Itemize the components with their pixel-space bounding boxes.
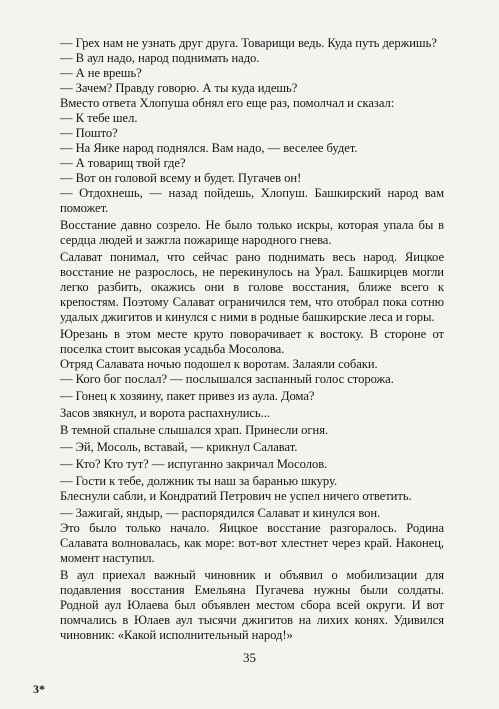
dialogue-line: — Грех нам не узнать друг друга. Товарищи ведь. Куда путь держишь? bbox=[60, 36, 437, 50]
dialogue-line: — Зачем? Правду говорю. А ты куда идешь? bbox=[60, 81, 298, 95]
narrative-paragraph: Восстание давно созрело. Не было только искры, которая упала бы в сердца людей и зажгла пожарище народного гнева. bbox=[60, 218, 444, 247]
dialogue-line: — Вот он головой всему и будет. Пугачев он! bbox=[60, 171, 302, 185]
dialogue-line: — Зажигай, яндыр, — распорядился Салават и кинулся вон. bbox=[60, 506, 381, 520]
page-number: 35 bbox=[243, 650, 256, 665]
dialogue-line: — Кто? Кто тут? — испуганно закричал Мосолов. bbox=[60, 457, 328, 471]
dialogue-line: — Кого бог послал? — послышался заспанный голос сторожа. bbox=[60, 372, 394, 386]
narrative-paragraph: Юрезань в этом месте круто поворачивает к востоку. В стороне от поселка стоит высокая усадьба Мосолова. bbox=[60, 327, 444, 356]
dialogue-line: — В аул надо, народ поднимать надо. bbox=[60, 51, 260, 65]
dialogue-line: — Пошто? bbox=[60, 126, 118, 140]
dialogue-line: — На Яике народ поднялся. Вам надо, — веселее будет. bbox=[60, 141, 358, 155]
dialogue-line: — Гости к тебе, должник ты наш за баранью шкуру. bbox=[60, 474, 338, 488]
narrative-paragraph: Отряд Салавата ночью подошел к воротам. Залаяли собаки. bbox=[60, 357, 378, 371]
narrative-paragraph: В темной спальне слышался храп. Принесли огня. bbox=[60, 423, 329, 437]
dialogue-line: — А товарищ твой где? bbox=[60, 156, 186, 170]
dialogue-line: — К тебе шел. bbox=[60, 111, 138, 125]
narrative-paragraph: Вместо ответа Хлопуша обнял его еще раз, помолчал и сказал: bbox=[60, 96, 395, 110]
narrative-paragraph: Засов звякнул, и ворота распахнулись... bbox=[60, 406, 270, 420]
dialogue-line: — Эй, Мосоль, вставай, — крикнул Салават. bbox=[60, 440, 298, 454]
dialogue-line: — Гонец к хозяину, пакет привез из аула. Дома? bbox=[60, 389, 315, 403]
narrative-paragraph: Блеснули сабли, и Кондратий Петрович не успел ничего ответить. bbox=[60, 489, 412, 503]
page-body bbox=[60, 36, 444, 643]
signature-mark: 3* bbox=[33, 682, 45, 696]
narrative-paragraph: Это было только начало. Яицкое восстание разгоралось. Родина Салавата волновалась, как море: вот-вот хлестнет через край. Наконец, момент наступил. bbox=[60, 521, 444, 565]
narrative-paragraph: Салават понимал, что сейчас рано поднимать весь народ. Яицкое восстание не разрослось, не перекинулось на Урал. Башкирцев могли легко разбить, окажись они в голове восстания, ближе всего к крепостям. Поэтому Салават ограничился тем, что отобрал пока сотню удалых джигитов и кинулся с ними в родные башкирские леса и горы. bbox=[60, 250, 444, 324]
dialogue-line: — Отдохнешь, — назад пойдешь, Хлопуш. Башкирский народ вам поможет. bbox=[60, 186, 444, 215]
narrative-paragraph: В аул приехал важный чиновник и объявил о мобилизации для подавления восстания Емельяна Пугачева нужны были солдаты. Родной аул Юлаева был объявлен местом сбора всей округи. И вот помчались в Юлаев аул тысячи джигитов на лихих конях. Удивился чиновник: «Какой исполнительный народ!» bbox=[60, 568, 444, 642]
dialogue-line: — А не врешь? bbox=[60, 66, 142, 80]
